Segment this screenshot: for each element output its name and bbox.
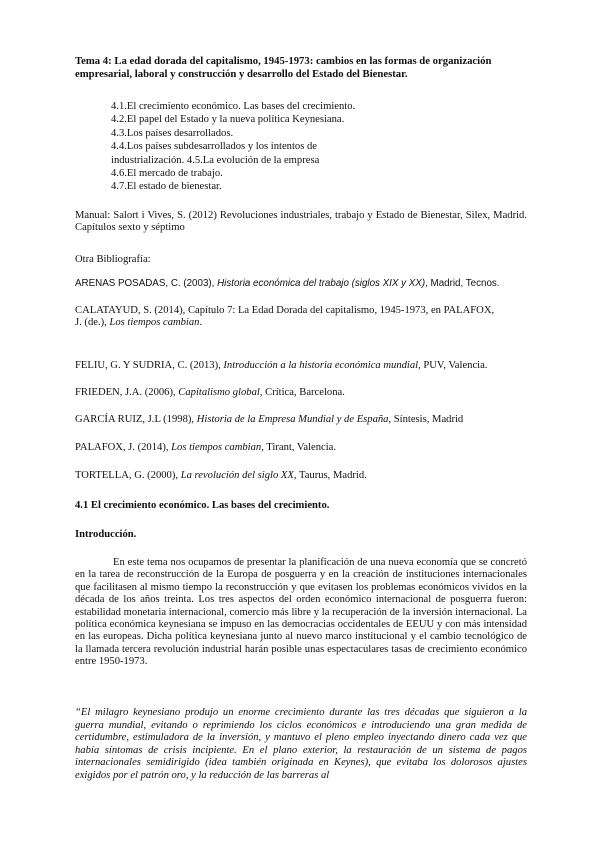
bib-author: PALAFOX, J. (2014), [75, 442, 172, 453]
bib-entry-frieden [75, 387, 527, 399]
bib-author: J. (de.), [75, 317, 110, 329]
toc-item: 4.4.Los países subdesarrollados y los intentos de [111, 141, 317, 153]
bib-title: Capitalismo global [178, 387, 260, 398]
toc-item: 4.1.El crecimiento económico. Las bases del crecimiento. [111, 101, 356, 112]
bib-author: TORTELLA, G. (2000), [75, 470, 181, 481]
bib-entry-palafox [75, 442, 527, 454]
bib-rest: , Taurus, Madrid. [293, 470, 367, 481]
bib-entry-feliu [75, 360, 527, 372]
toc-item: industrialización. 4.5.La evolución de la empresa [111, 154, 320, 166]
bib-entry-arenas [75, 278, 527, 290]
bib-title: Los tiempos cambian [171, 442, 262, 453]
bib-rest: , Tirant, Valencia. [261, 442, 337, 453]
keynes-quote: “El milagro keynesiano produjo un enorme crecimiento durante las tres décadas que siguieron a la guerra mundial, evitando o reprimiendo los ciclos económicos e introduciendo una gran medida de certidumbre, estimuladora de la inversión, y mantuvo el pleno empleo inyectando dinero cada vez que había síntomas de crisis incipiente. En el plano exterior, la restauración de un sistema de pagos internacionales semidirigido (idea también originada en Keynes), que evitaba los dolorosos ajustes exigidos por el patrón oro, y la reducción de las barreras al [75, 707, 527, 781]
bib-author: ARENAS POSADAS, C. (2003), [75, 278, 218, 289]
bib-title: La revolución del siglo XX [180, 470, 294, 481]
bib-line [75, 317, 527, 329]
intro-paragraph: En este tema nos ocupamos de presentar la planificación de una nueva economía que se concretó en la tarea de reconstrucción de la Europa de posguerra y en la creación de instituciones internacionales que facilitasen al mismo tiempo la reconstrucción y que evitasen los problemas económicos vividos en la década de los años treinta. Los tres aspectos del orden económico internacional de posguerra fueron: estabilidad monetaria internacional, comercio más libre y la recuperación de la inversión internacional. La política económica keynesiana se impuso en las democracias occidentales de EEUU y con más intensidad en las europeas. Dicha política keynesiana junto al nuevo marco institucional y el cambio tecnológico de la llamada tercera revolución industrial harán posible unas espectaculares tasas de crecimiento económico entre 1950-1973. [75, 557, 527, 668]
bib-title: Historia de la Empresa Mundial y de España [196, 414, 389, 425]
bib-title: Los tiempos cambian [109, 317, 200, 329]
table-of-contents [111, 100, 411, 194]
bib-author: FRIEDEN, J.A. (2006), [75, 387, 179, 398]
bib-line: CALATAYUD, S. (2014), Capítulo 7: La Edad Dorada del capitalismo, 1945-1973, en PALAFOX, [75, 305, 495, 316]
bib-rest: , Crítica, Barcelona. [259, 387, 345, 398]
bib-title: Historia económica del trabajo (siglos XIX y XX) [217, 278, 426, 289]
bib-title: Introducción a la historia económica mundial [223, 360, 419, 371]
bib-entry-calatayud [75, 305, 527, 330]
toc-item: 4.3.Los países desarrollados. [111, 127, 234, 139]
intro-heading: Introducción. [75, 529, 137, 540]
bibliography-heading: Otra Bibliografía: [75, 254, 151, 265]
toc-item: 4.6.El mercado de trabajo. [111, 167, 223, 179]
bib-author: FELIU, G. Y SUDRIA, C. (2013), [75, 360, 224, 371]
bib-rest: , Síntesis, Madrid [388, 414, 464, 425]
bib-rest: , Madrid, Tecnos. [425, 278, 500, 289]
bib-entry-garcia [75, 414, 527, 426]
bib-rest: . [199, 317, 203, 329]
bib-author: GARCÍA RUIZ, J.L (1998), [75, 414, 197, 425]
toc-item: 4.2.El papel del Estado y la nueva política Keynesiana. [111, 114, 345, 126]
section-heading: 4.1 El crecimiento económico. Las bases del crecimiento. [75, 500, 330, 511]
toc-item: 4.7.El estado de bienestar. [111, 181, 222, 193]
document-title: Tema 4: La edad dorada del capitalismo, 1945-1973: cambios en las formas de organización empresarial, laboral y construcción y desarrollo del Estado del Bienestar. [75, 55, 492, 80]
bib-entry-tortella [75, 470, 527, 482]
manual-reference: Manual: Salort i Vives, S. (2012) Revoluciones industriales, trabajo y Estado de Bienestar, Silex, Madrid. Capítulos sexto y séptimo [75, 210, 527, 234]
bib-rest: , PUV, Valencia. [418, 360, 488, 371]
